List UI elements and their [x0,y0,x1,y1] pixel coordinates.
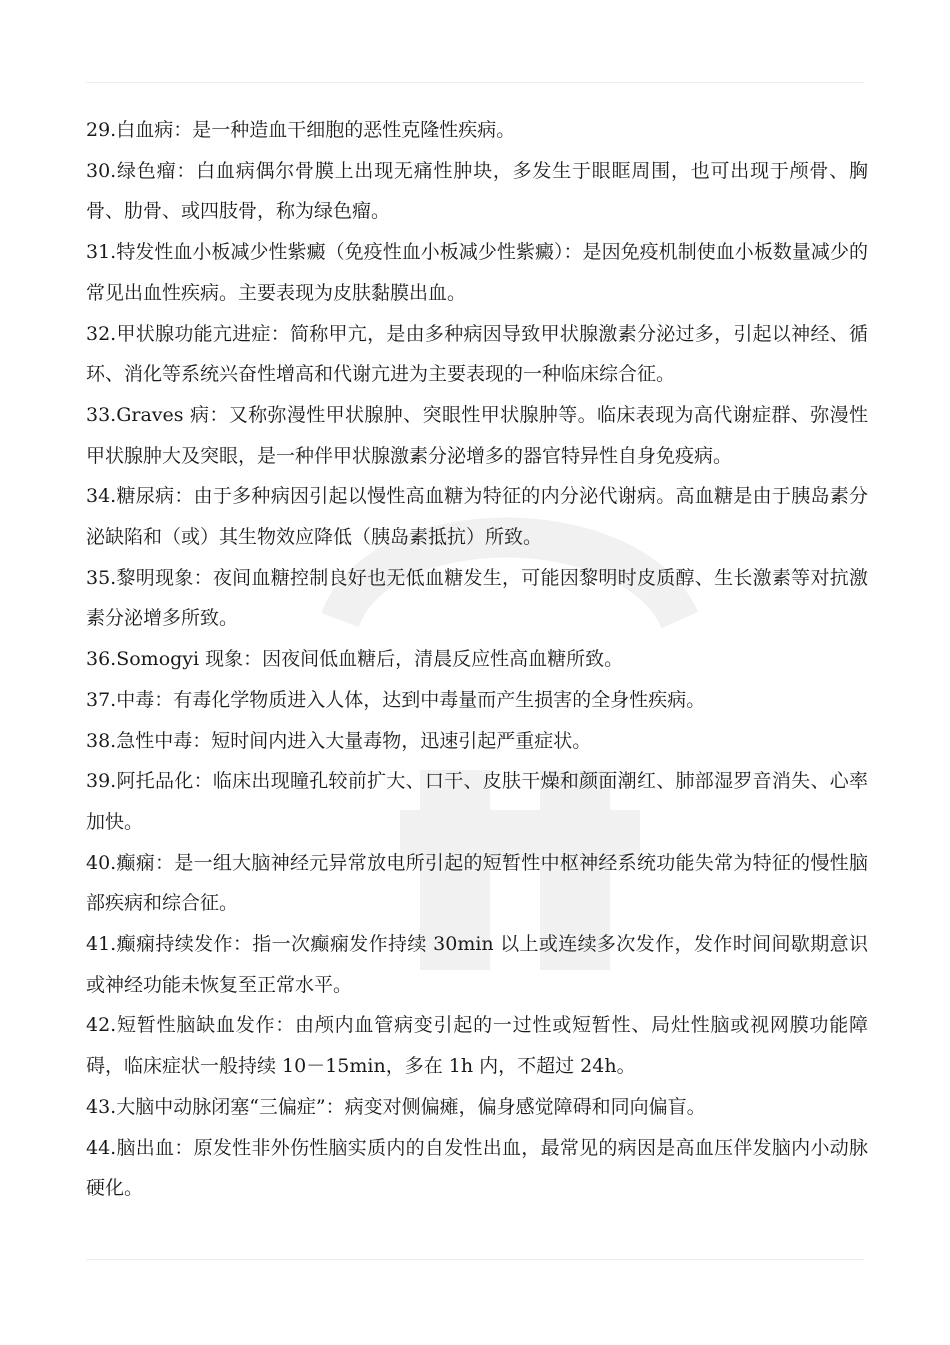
list-item: 43.大脑中动脉闭塞“三偏症”：病变对侧偏瘫，偏身感觉障碍和同向偏盲。 [86,1095,706,1118]
list-item: 32.甲状腺功能亢进症：简称甲亢，是由多种病因导致甲状腺激素分泌过多，引起以神经、循环、消化等系统兴奋性增高和代谢亢进为主要表现的一种临床综合征。 [86,322,868,386]
list-item: 31.特发性血小板减少性紫癜（免疫性血小板减少性紫癜）：是因免疫机制使血小板数量减少的常见出血性疾病。主要表现为皮肤黏膜出血。 [86,241,868,304]
list-item: 38.急性中毒：短时间内进入大量毒物，迅速引起严重症状。 [86,729,592,752]
header-divider [86,82,864,83]
list-item: 33.Graves 病：又称弥漫性甲状腺肿、突眼性甲状腺肿等。临床表现为高代谢症群、弥漫性甲状腺肿大及突眼，是一种伴甲状腺激素分泌增多的器官特异性自身免疫病。 [86,403,868,467]
list-item: 44.脑出血：原发性非外伤性脑实质内的自发性出血，最常见的病因是高血压伴发脑内小动脉硬化。 [86,1136,868,1200]
list-item: 39.阿托品化：临床出现瞳孔较前扩大、口干、皮肤干燥和颜面潮红、肺部湿罗音消失、心率加快。 [86,770,868,833]
list-item: 37.中毒：有毒化学物质进入人体，达到中毒量而产生损害的全身性疾病。 [86,688,706,711]
list-item: 40.癫痫：是一组大脑神经元异常放电所引起的短暂性中枢神经系统功能失常为特征的慢性脑部疾病和综合征。 [86,851,868,915]
list-item: 30.绿色瘤：白血病偶尔骨膜上出现无痛性肿块，多发生于眼眶周围，也可出现于颅骨、胸骨、肋骨、或四肢骨，称为绿色瘤。 [86,159,868,223]
list-item: 41.癫痫持续发作：指一次癫痫发作持续 30min 以上或连续多次发作，发作时间间歇期意识或神经功能未恢复至正常水平。 [86,933,868,996]
footer-divider [86,1259,864,1260]
list-item: 35.黎明现象：夜间血糖控制良好也无低血糖发生，可能因黎明时皮质醇、生长激素等对抗激素分泌增多所致。 [86,566,868,630]
list-item: 29.白血病：是一种造血干细胞的恶性克隆性疾病。 [86,119,516,141]
list-item: 36.Somogyi 现象：因夜间低血糖后，清晨反应性高血糖所致。 [86,648,624,671]
list-item: 42.短暂性脑缺血发作：由颅内血管病变引起的一过性或短暂性、局灶性脑或视网膜功能障碍，临床症状一般持续 10－15min，多在 1h 内，不超过 24h。 [86,1014,868,1078]
document-body [86,110,868,1209]
list-item: 34.糖尿病：由于多种病因引起以慢性高血糖为特征的内分泌代谢病。高血糖是由于胰岛素分泌缺陷和（或）其生物效应降低（胰岛素抵抗）所致。 [86,485,868,549]
